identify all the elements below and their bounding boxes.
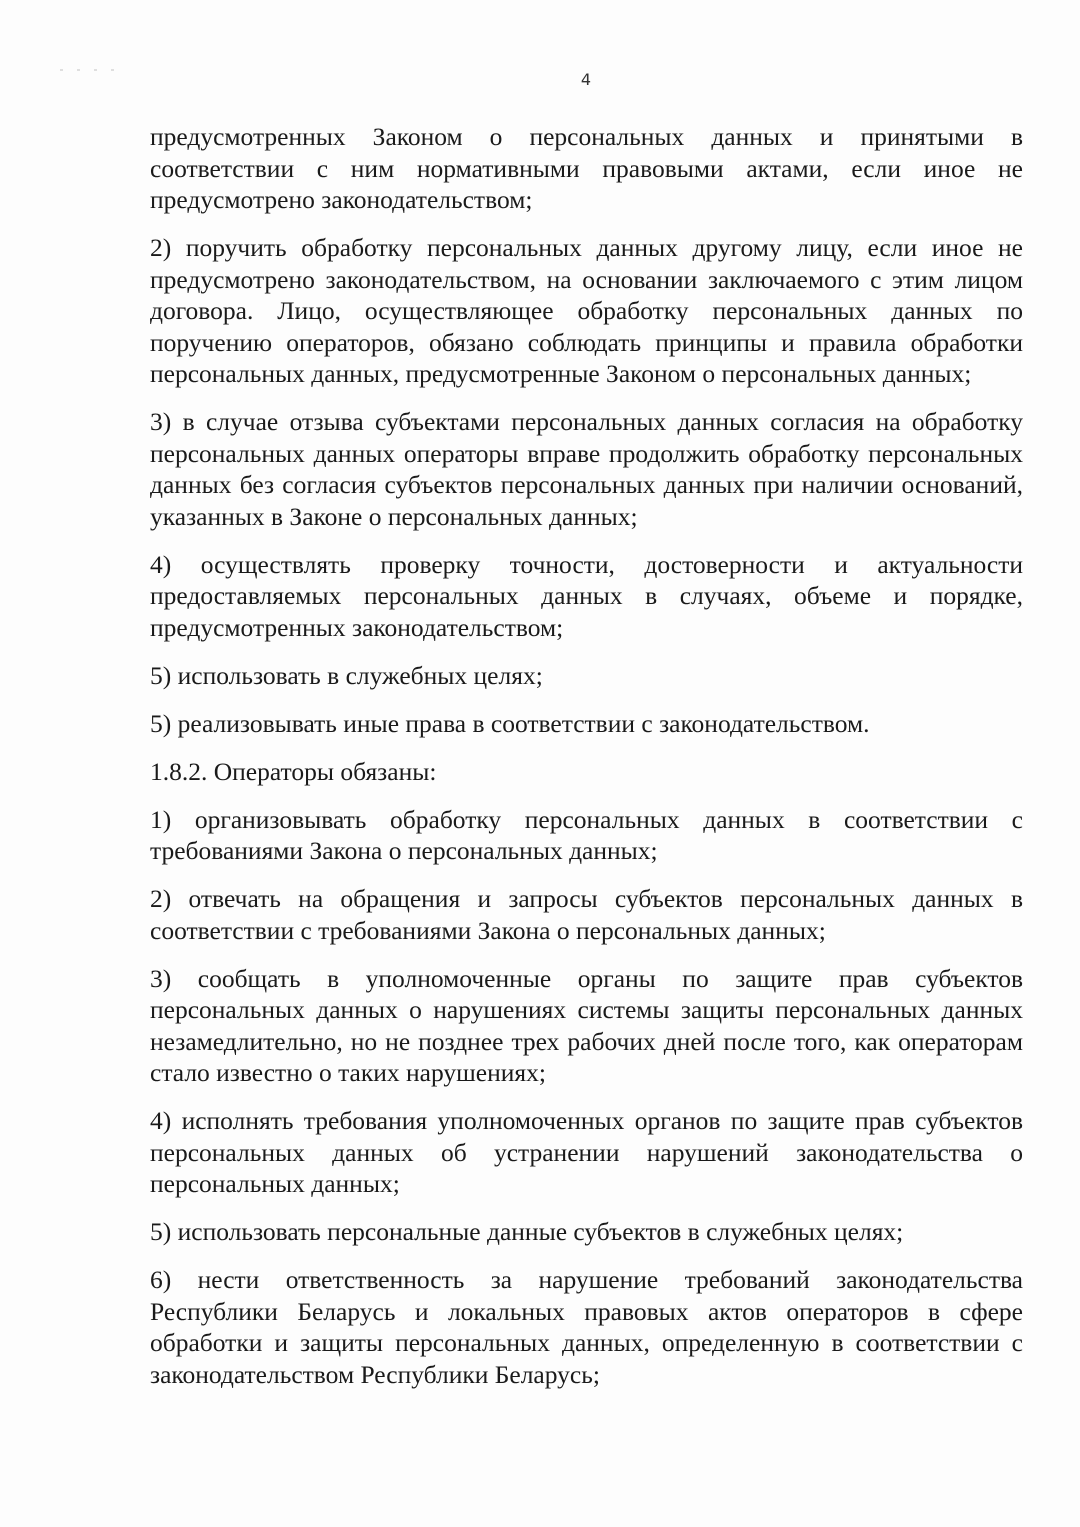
paragraph-right-4: 4) осуществлять проверку точности, достоверности и актуальности предоставляемых персональных данных в случаях, объеме и порядке, предусмотренных законодательством; (150, 549, 1023, 642)
page-number: 4 (580, 70, 592, 89)
paragraph-duty-2: 2) отвечать на обращения и запросы субъектов персональных данных в соответствии с требованиями Закона о персональных данных; (150, 884, 1023, 945)
paragraph-duty-4: 4) исполнять требования уполномоченных органов по защите прав субъектов персональных данных об устранении нарушений законодательства о персональных данных; (150, 1106, 1023, 1198)
paragraph-right-2: 2) поручить обработку персональных данных другому лицу, если иное не предусмотрено законодательством, на основании заключаемого с этим лицом договора. Лицо, осуществляющее обработку персональных данных по поручению операторов, обязано соблюдать принципы и правила обработки персональных данных, предусмотренные Законом о персональных данных; (150, 233, 1023, 388)
paragraph-right-5a: 5) использовать в служебных целях; (150, 660, 543, 690)
paragraph-duty-5: 5) использовать персональные данные субъектов в служебных целях; (150, 1217, 904, 1246)
paragraph-duty-1: 1) организовывать обработку персональных данных в соответствии с требованиями Закона о персональных данных; (150, 804, 1023, 865)
paragraph-continuation: предусмотренных Законом о персональных данных и принятыми в соответствии с ним нормативными правовыми актами, если иное не предусмотрено законодательством; (150, 122, 1023, 214)
paragraph-duty-3: 3) сообщать в уполномоченные органы по защите прав субъектов персональных данных о нарушениях системы защиты персональных данных незамедлительно, но не позднее трех рабочих дней после того, как операторам стало известно о таких нарушениях; (150, 963, 1023, 1087)
section-heading-1-8-2: 1.8.2. Операторы обязаны: (150, 756, 437, 786)
paragraph-right-5b: 5) реализовывать иные права в соответствии с законодательством. (150, 708, 870, 738)
paragraph-duty-6: 6) нести ответственность за нарушение требований законодательства Республики Беларусь и локальных правовых актов операторов в сфере обработки и защиты персональных данных, определенную в соответствии с законодательством Республики Беларусь; (150, 1265, 1023, 1389)
scan-artifact (60, 58, 130, 64)
paragraph-right-3: 3) в случае отзыва субъектами персональных данных согласия на обработку персональных данных операторы вправе продолжить обработку персональных данных без согласия субъектов персональных данных при наличии оснований, указанных в Законе о персональных данных; (150, 407, 1023, 531)
document-body (150, 121, 1023, 1407)
